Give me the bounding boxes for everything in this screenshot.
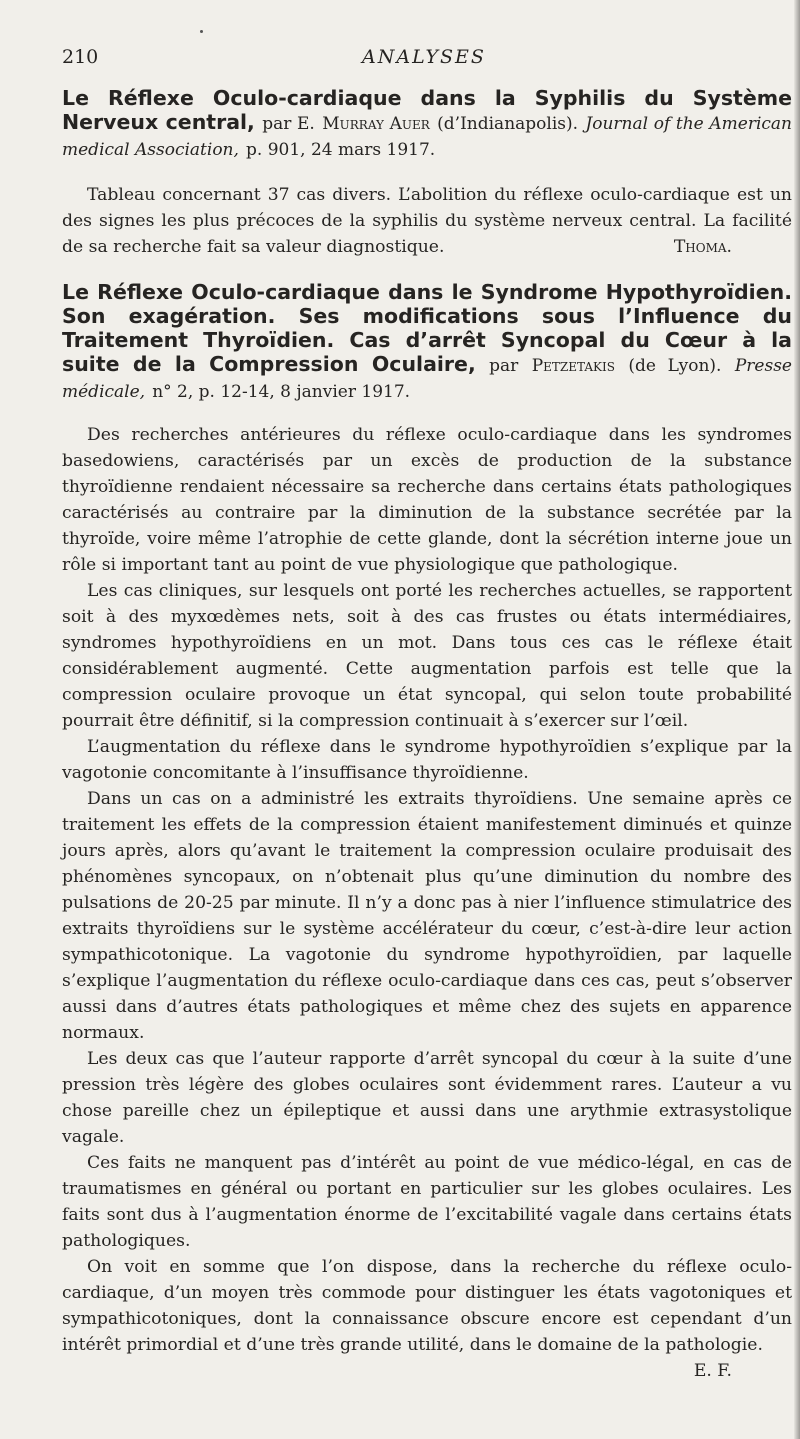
article2-title: Le Réflexe Oculo-cardiaque dans le Syndrome Hypothyroïdien. Son exagération. Ses modifications sous l’Influence du Traitement Thyroïdien. Cas d’arrêt Syncopal du Cœur à la suite de la Compression Oculaire, <box>62 280 792 376</box>
article1-abstractor: Thoma. <box>673 237 732 257</box>
article2-author: Petzetakis <box>531 356 615 376</box>
paragraph-5: Les deux cas que l’auteur rapporte d’arrêt syncopal du cœur à la suite d’une pression très légère des globes oculaires sont évidemment rares. L’auteur a vu chose pareille chez un épileptique et aussi dans une arythmie extrasystolique vagale. <box>62 1049 792 1147</box>
article1-body <box>62 182 792 260</box>
paragraph-2: Les cas cliniques, sur lesquels ont porté les recherches actuelles, se rapportent soit à des myxœdèmes nets, soit à des cas frustes ou états intermédiaires, syndromes hypothyroïdiens en un mot. Dans tous ces cas le réflexe était considérablement augmenté. Cette augmentation parfois est telle que la compression oculaire provoque un état syncopal, qui selon toute probabilité pourrait être définitif, si la compression continuait à s’exercer sur l’œil. <box>62 581 792 731</box>
signature: E. F. <box>693 1361 732 1381</box>
article2-origin: (de Lyon). <box>628 356 722 376</box>
article2-ref: n° 2, p. 12-14, 8 janvier 1917. <box>152 382 411 402</box>
paragraph-1: Des recherches antérieures du réflexe oculo-cardiaque dans les syndromes basedowiens, caractérisés par un excès de production de la substance thyroïdienne rendaient nécessaire sa recherche dans certains états pathologiques caractérisés au contraire par la diminution de la substance secrétée par la thyroïde, voire même l’atrophie de cette glande, dont la sécrétion interne joue un rôle si important tant au point de vue physiologique que pathologique. <box>62 425 792 575</box>
paragraph-6: Ces faits ne manquent pas d’intérêt au point de vue médico-légal, en cas de traumatismes en général ou portant en particulier sur les globes oculaires. Les faits sont dus à l’augmentation énorme de l’excitabilité vagale dans certains états pathologiques. <box>62 1153 792 1251</box>
article1-origin: (d’Indianapolis). <box>437 114 579 134</box>
article2-journal: Presse médicale, <box>62 356 792 402</box>
article1-ref: p. 901, 24 mars 1917. <box>246 140 436 160</box>
article1-title: Le Réflexe Oculo-cardiaque dans la Syphilis du Système Nerveux central, <box>62 86 792 134</box>
article-hypothyroid <box>62 280 792 1384</box>
running-title: ANALYSES <box>362 46 486 68</box>
article1-journal: Journal of the American medical Association, <box>62 114 793 160</box>
page-number: 210 <box>62 46 99 68</box>
paragraph-7: On voit en somme que l’on dispose, dans la recherche du réflexe oculo-cardiaque, d’un moyen très commode pour distinguer les états vagotoniques et sympathicotoniques, dont la connaissance obscure encore est cependant d’un intérêt primordial et d’une très grande utilité, dans le domaine de la pathologie. <box>62 1257 792 1355</box>
paragraph-4: Dans un cas on a administré les extraits thyroïdiens. Une semaine après ce traitement les effets de la compression étaient manifestement diminués et quinze jours après, alors qu’avant le traitement la compression oculaire produisait des phénomènes syncopaux, on n’obtenait plus qu’une diminution du nombre des pulsations de 20-25 par minute. Il n’y a donc pas à nier l’influence stimulatrice des extraits thyroïdiens sur le système accélérateur du cœur, c’est-à-dire leur action sympathicotonique. La vagotonie du syndrome hypothyroïdien, par laquelle s’explique l’augmentation du réflexe oculo-cardiaque dans ces cas, peut s’observer aussi dans d’autres états pathologiques et même chez des sujets en apparence normaux. <box>62 789 792 1043</box>
article2-heading <box>62 280 792 404</box>
article1-author: Murray Auer <box>322 114 430 134</box>
article2-by: par <box>489 356 519 376</box>
article1-heading <box>62 86 792 162</box>
page-header <box>62 44 780 74</box>
paragraph-3: L’augmentation du réflexe dans le syndrome hypothyroïdien s’explique par la vagotonie concomitante à l’insuffisance thyroïdienne. <box>62 737 792 783</box>
scan-edge <box>794 0 800 1439</box>
speck <box>200 30 203 33</box>
article1-by: par E. <box>262 114 315 134</box>
article-syphilis <box>62 86 792 260</box>
article1-text: Tableau concernant 37 cas divers. L’abolition du réflexe oculo-cardiaque est un des signes les plus précoces de la syphilis du système nerveux central. La facilité de sa recherche fait sa valeur diagnostique. <box>62 185 792 257</box>
